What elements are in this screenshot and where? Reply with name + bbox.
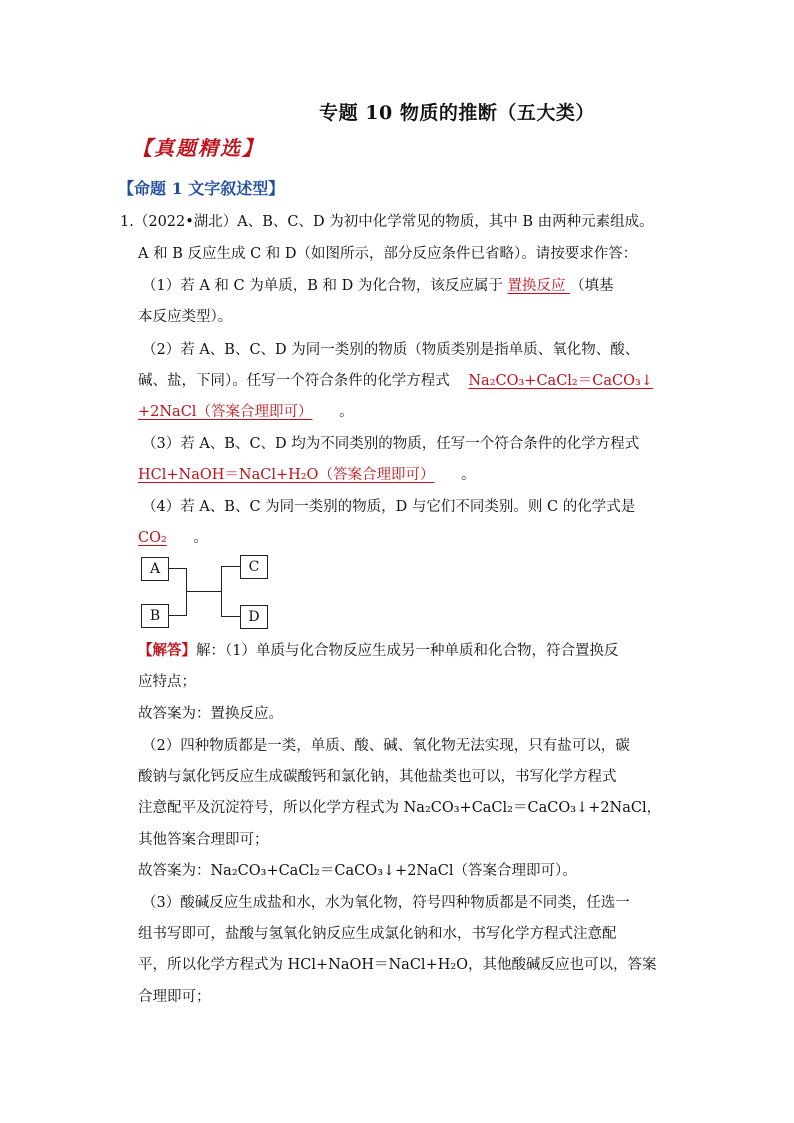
connector [169, 568, 186, 569]
solution-line: 酸钠与氯化钙反应生成碳酸钙和氯化钠，其他盐类也可以，书写化学方程式 [138, 769, 617, 785]
q2-answer-2: +2NaCl（答案合理即可） [138, 404, 313, 420]
q3-answer: HCl+NaOH＝NaCl+H₂O（答案合理即可） [138, 467, 435, 483]
topic-heading: 【命题 1 文字叙述型】 [118, 179, 285, 198]
connector [186, 568, 187, 616]
solution-line: 平，所以化学方程式为 HCl+NaOH＝NaCl+H₂O，其他酸碱反应也可以，答案 [138, 957, 657, 973]
q2-line-2: 碱、盐，下同）。任写一个符合条件的化学方程式 Na₂CO₃+CaCl₂＝CaCO₃↓ [138, 373, 653, 389]
box-c: C [240, 555, 268, 579]
q3-line: （3）若 A、B、C、D 均为不同类别的物质，任写一个符合条件的化学方程式 [142, 436, 640, 452]
page-title: 专题 10 物质的推断（五大类） [319, 102, 595, 124]
q3-line-2: HCl+NaOH＝NaCl+H₂O（答案合理即可） 。 [138, 467, 476, 483]
connector [221, 616, 240, 617]
q1-answer: 置换反应 [507, 278, 571, 294]
solution-line: （2）四种物质都是一类，单质、酸、碱、氧化物无法实现，只有盐可以，碳 [142, 738, 630, 754]
q1-line: （1）若 A 和 C 为单质，B 和 D 为化合物，该反应属于 置换反应 （填基 [142, 278, 614, 294]
solution-line: 其他答案合理即可； [138, 832, 269, 848]
q2-line-3: +2NaCl（答案合理即可） 。 [138, 404, 354, 420]
box-d: D [240, 605, 268, 629]
q4-line: （4）若 A、B、C 为同一类别的物质，D 与它们不同类别。则 C 的化学式是 [142, 499, 636, 515]
connector [221, 566, 240, 567]
solution-tag: 【解答】 [138, 642, 196, 659]
solution-line: 组书写即可，盐酸与氢氧化钠反应生成氯化钠和水，书写化学方程式注意配 [138, 926, 617, 942]
box-b: B [141, 604, 169, 628]
question-intro-1: 1.（2022•湖北）A、B、C、D 为初中化学常见的物质，其中 B 由两种元素组成。 [120, 214, 654, 230]
q2-line: （2）若 A、B、C、D 为同一类别的物质（物质类别是指单质、氧化物、酸、 [142, 342, 640, 358]
solution-line: （3）酸碱反应生成盐和水，水为氧化物，符号四种物质都是不同类，任选一 [142, 895, 630, 911]
solution-line: 应特点； [138, 674, 196, 690]
section-tag: 【真题精选】 [132, 136, 264, 160]
connector [169, 615, 186, 616]
solution-line: 合理即可； [138, 989, 211, 1005]
q2-answer-1: Na₂CO₃+CaCl₂＝CaCO₃↓ [468, 373, 653, 389]
solution-line: 故答案为：Na₂CO₃+CaCl₂＝CaCO₃↓+2NaCl（答案合理即可）。 [138, 863, 577, 879]
question-intro-2: A 和 B 反应生成 C 和 D（如图所示，部分反应条件已省略）。请按要求作答： [138, 246, 638, 262]
solution-line-1: 【解答】解：（1）单质与化合物反应生成另一种单质和化合物，符合置换反 [138, 642, 619, 659]
box-a: A [141, 557, 169, 581]
solution-line: 注意配平及沉淀符号，所以化学方程式为 Na₂CO₃+CaCl₂＝CaCO₃↓+2NaCl， [138, 800, 662, 816]
solution-line: 故答案为：置换反应。 [138, 706, 283, 722]
q4-answer: CO₂ [138, 530, 167, 546]
connector [186, 591, 221, 592]
question-number: 1. [120, 214, 134, 230]
q1-line-2: 本反应类型）。 [138, 309, 233, 325]
q4-line-2: CO₂ 。 [138, 530, 208, 546]
connector [221, 566, 222, 617]
